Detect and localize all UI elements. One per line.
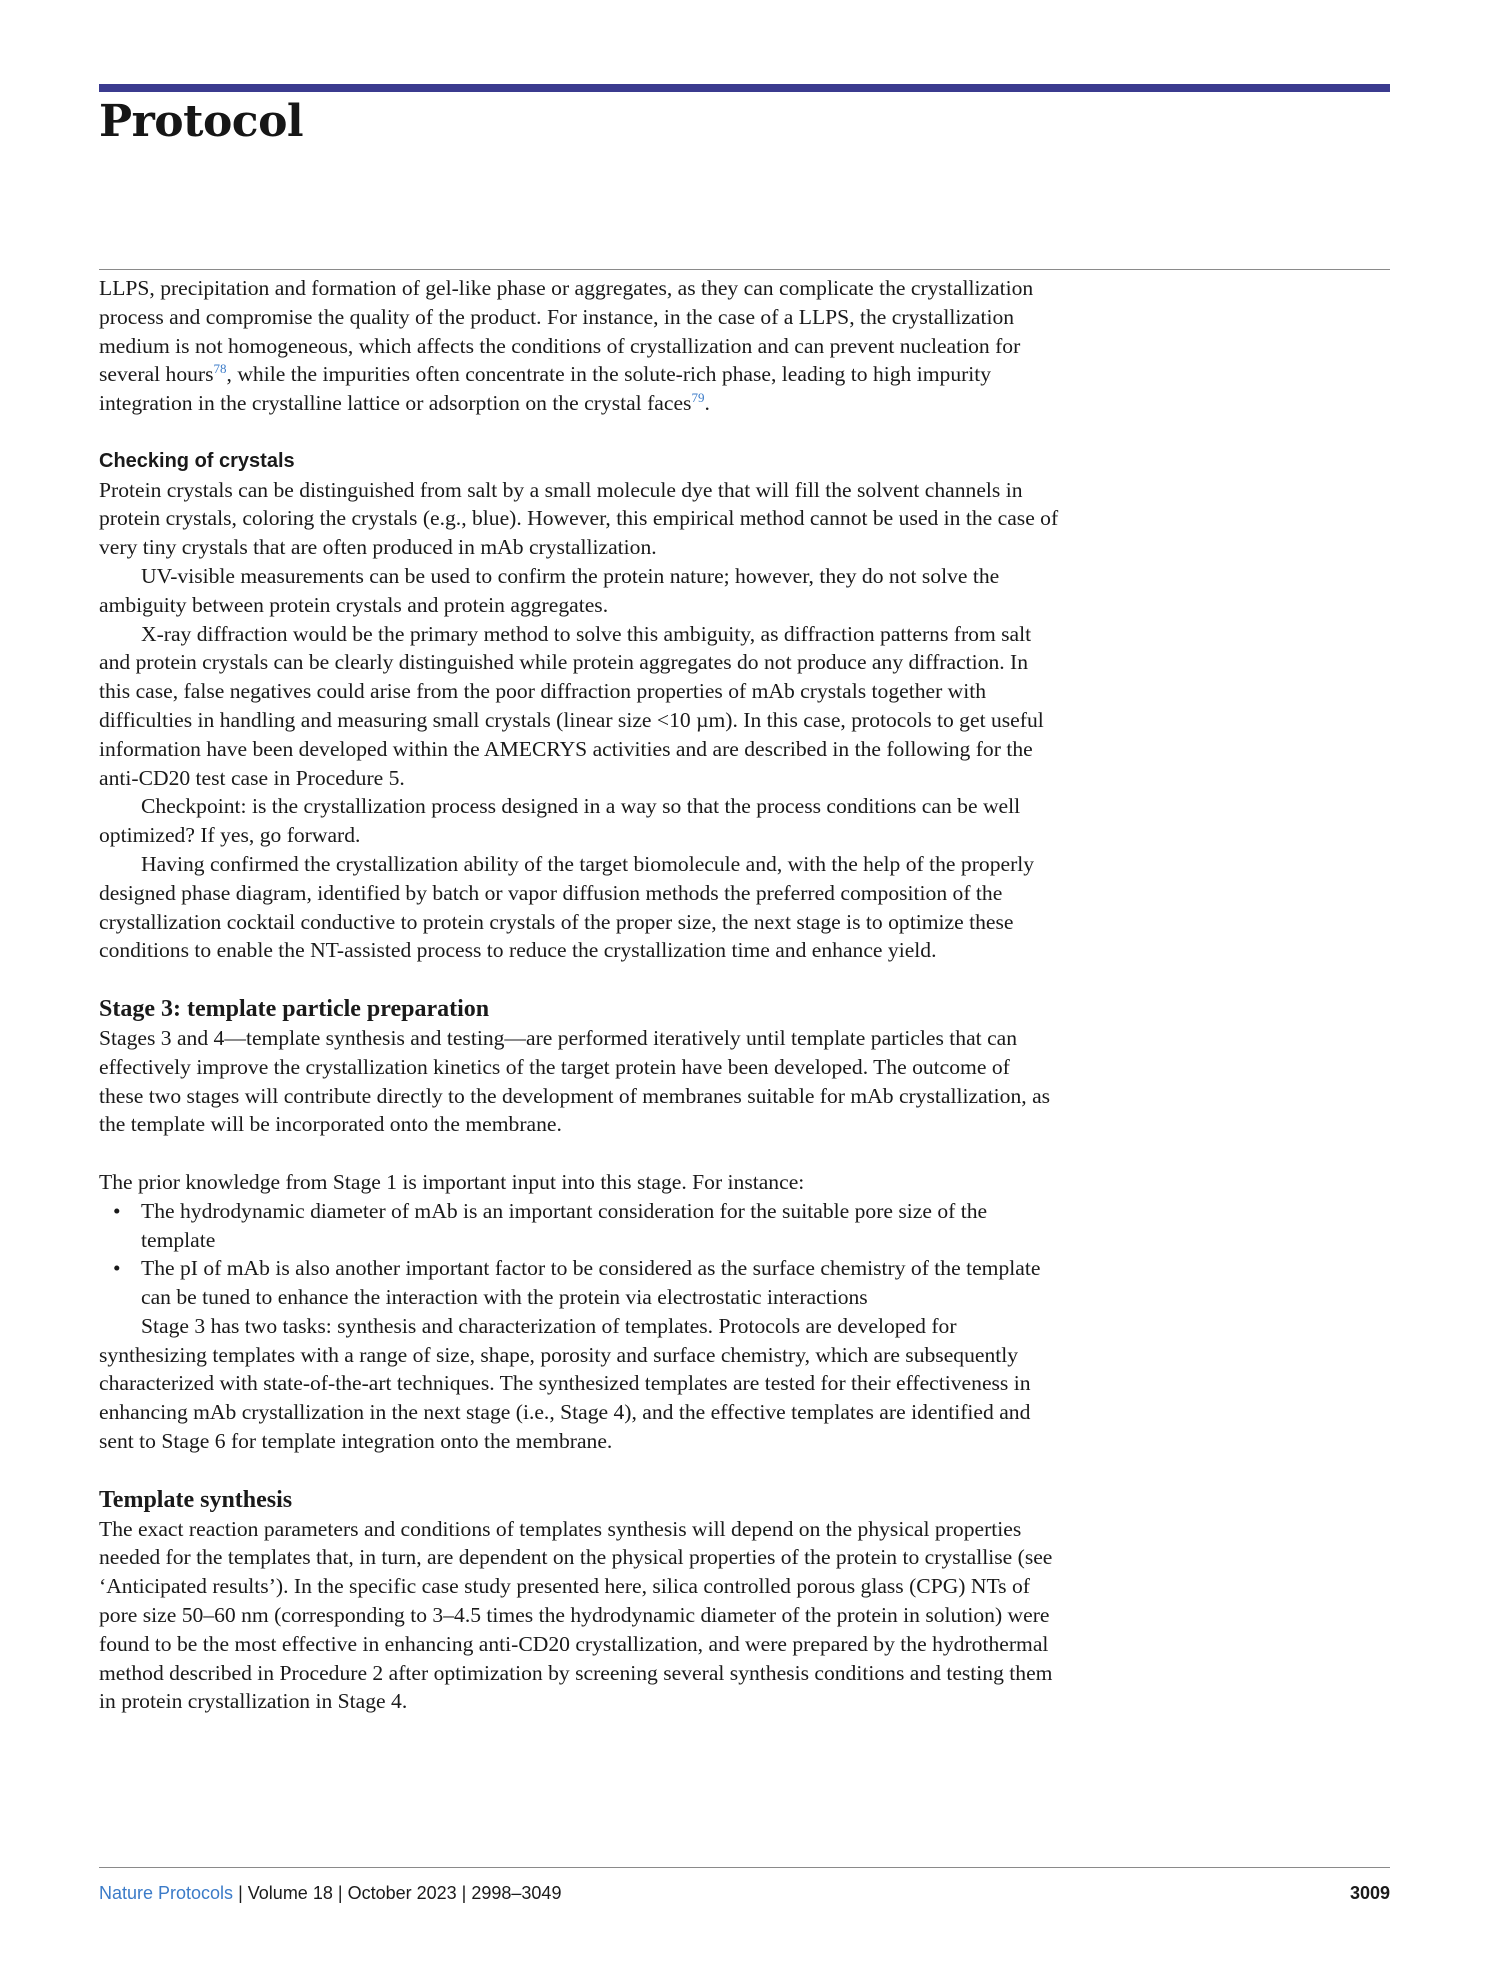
footer-page-range: 2998–3049 [471,1883,562,1903]
bullet-marker: • [113,1256,121,1281]
checking-paragraph: X-ray diffraction would be the primary method to solve this ambiguity, as diffraction patterns from salt and protein crystals can be clearly distinguished while protein aggregates do not produce any diffraction. In this case, false negatives could arise from the poor diffraction properties of mAb crystals together with difficulties in handling and measuring small crystals (linear size <10 µm). In this case, protocols to get useful information have been developed within the AMECRYS activities and are described in the following for the anti-CD20 test case in Procedure 5. [99,621,1044,790]
stage3-paragraph: The prior knowledge from Stage 1 is important input into this stage. For instance: [99,1169,805,1194]
footer-date: October 2023 [347,1883,457,1903]
spacer [99,418,1059,447]
list-item-text: The hydrodynamic diameter of mAb is an important consideration for the suitable pore size of the template [141,1198,988,1252]
page-number: 3009 [1349,1883,1390,1903]
page-header-title: Protocol [99,96,304,147]
intro-paragraph [99,274,1059,418]
header-divider [99,269,1390,270]
footer-separator: | [337,1883,343,1903]
section-heading-stage-3: Stage 3: template particle preparation [99,995,490,1022]
page-footer [99,1883,1390,1904]
footer-volume: Volume 18 [247,1883,333,1903]
list-item [99,1254,1059,1312]
article-body [99,274,1059,1716]
citation-link-79[interactable]: 79 [691,390,705,406]
list-item [99,1197,1059,1255]
checkpoint-paragraph: Checkpoint: is the crystallization process designed in a way so that the process conditions can be well optimized? If yes, go forward. [99,794,1021,848]
bullet-list [99,1197,1059,1312]
intro-text-a: LLPS, precipitation and formation of gel-like phase or aggregates, as they can complicate the crystallization process and compromise the quality of the product. For instance, in the case of a LLPS, the crystallization medium is not homogeneous, which affects the conditions of crystallization and can prevent nucleation for several hours [99,276,1034,387]
citation-link-78[interactable]: 78 [213,361,227,377]
stage3-paragraph: Stage 3 has two tasks: synthesis and characterization of templates. Protocols are developed for synthesizing templates with a range of size, shape, porosity and surface chemistry, which are subsequently characterized with state-of-the-art techniques. The synthesized templates are tested for their effectiveness in enhancing mAb crystallization in the next stage (i.e., Stage 4), and the effective templates are identified and sent to Stage 6 for template integration onto the membrane. [99,1313,1031,1454]
section-heading-checking-crystals: Checking of crystals [99,449,295,472]
stage3-paragraph: Stages 3 and 4—template synthesis and testing—are performed iteratively until template particles that can effectively improve the crystallization kinetics of the target protein have been developed. The outcome of these two stages will contribute directly to the development of membranes suitable for mAb crystallization, as the template will be incorporated onto the membrane. [99,1025,1051,1137]
spacer [99,965,1059,994]
checking-paragraph: Having confirmed the crystallization ability of the target biomolecule and, with the help of the properly designed phase diagram, identified by batch or vapor diffusion methods the preferred composition of the crystallization cocktail conductive to protein crystals of the proper size, the next stage is to optimize these conditions to enable the NT-assisted process to reduce the crystallization time and enhance yield. [99,851,1035,963]
header-accent-bar [99,84,1390,92]
template-synthesis-paragraph: The exact reaction parameters and conditions of templates synthesis will depend on the physical properties needed for the templates that, in turn, are dependent on the physical properties of the protein to crystallise (see ‘Anticipated results’). In the specific case study presented here, silica controlled porous glass (CPG) NTs of pore size 50–60 nm (corresponding to 3–4.5 times the hydrodynamic diameter of the protein in solution) were found to be the most effective in enhancing anti-CD20 crystallization, and were prepared by the hydrothermal method described in Procedure 2 after optimization by screening several synthesis conditions and testing them in protein crystallization in Stage 4. [99,1516,1053,1714]
intro-text-b: , while the impurities often concentrate in the solute-rich phase, leading to high impurity integration in the crystalline lattice or adsorption on the crystal faces [99,362,992,416]
section-heading-template-synthesis: Template synthesis [99,1486,293,1513]
journal-name-link[interactable]: Nature Protocols [99,1883,234,1903]
footer-divider [99,1867,1390,1868]
spacer [99,1456,1059,1485]
checking-paragraph: UV-visible measurements can be used to confirm the protein nature; however, they do not solve the ambiguity between protein crystals and protein aggregates. [99,563,1000,617]
spacer [99,1139,1059,1168]
footer-separator: | [238,1883,243,1903]
list-item-text: The pI of mAb is also another important factor to be considered as the surface chemistry of the template can be tuned to enhance the interaction with the protein via electrostatic interactions [141,1256,1041,1310]
checking-paragraph: Protein crystals can be distinguished from salt by a small molecule dye that will fill the solvent channels in protein crystals, coloring the crystals (e.g., blue). However, this empirical method cannot be used in the case of very tiny crystals that are often produced in mAb crystallization. [99,477,1059,560]
intro-text-c: . [704,391,710,416]
footer-separator: | [461,1883,467,1903]
bullet-marker: • [113,1198,121,1223]
